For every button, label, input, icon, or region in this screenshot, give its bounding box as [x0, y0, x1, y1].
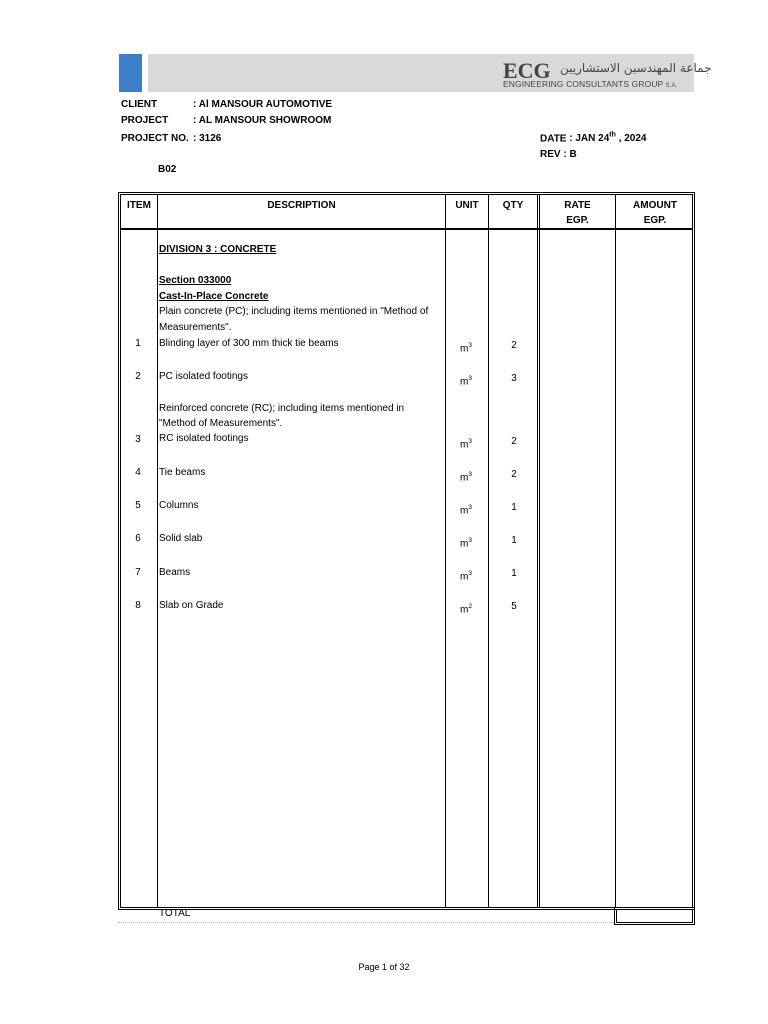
logo-arabic-name: جماعة المهندسين الاستشاريين: [560, 61, 712, 75]
header-accent-block: [119, 54, 142, 92]
total-amount-inner: [616, 909, 693, 923]
col-divider-item: [157, 195, 158, 907]
date-value: [569, 133, 646, 144]
date-row: [540, 132, 690, 146]
row-item-no: 4: [135, 467, 141, 478]
row-unit-base: m: [460, 604, 469, 616]
header-amount: [616, 198, 694, 228]
date-value-year: , 2024: [618, 133, 647, 145]
row-qty: 1: [511, 568, 517, 579]
row-qty: 1: [511, 502, 517, 513]
logo-brand: ECG: [503, 58, 551, 83]
total-amount-cell: [614, 907, 695, 925]
row-unit-sup: 2: [468, 603, 472, 610]
row-unit: [460, 467, 472, 486]
row-unit-base: m: [460, 472, 469, 484]
row-description: Solid slab: [159, 533, 203, 544]
project-no-row: [121, 133, 381, 147]
row-unit-base: m: [460, 571, 469, 583]
project-label: PROJECT: [121, 115, 169, 126]
row-description: Beams: [159, 567, 191, 578]
page-number: Page 1 of 32: [358, 962, 410, 972]
logo-subtitle-text: ENGINEERING CONSULTANTS GROUP: [503, 79, 664, 89]
header-qty: QTY: [502, 200, 524, 211]
row-qty: 2: [511, 469, 517, 480]
section-number: Section 033000: [159, 275, 232, 286]
project-no-value: : 3126: [193, 133, 222, 144]
row-item-no: 7: [135, 567, 141, 578]
row-item-no: 8: [135, 600, 141, 611]
row-item-no: 3: [135, 434, 141, 445]
rev-value: : B: [563, 149, 577, 160]
row-description: Slab on Grade: [159, 600, 224, 611]
row-unit: [460, 434, 472, 453]
pc-intro-line2: Measurements".: [159, 322, 232, 333]
col-divider-rate: [615, 195, 616, 907]
row-unit: [460, 533, 472, 552]
rc-intro-line1: Reinforced concrete (RC); including items mentioned in: [159, 403, 405, 414]
bill-code: B02: [158, 164, 177, 175]
row-unit-base: m: [460, 505, 469, 517]
row-unit: [460, 371, 472, 390]
row-item-no: 6: [135, 533, 141, 544]
date-value-sup: th: [609, 132, 616, 139]
row-qty: 2: [511, 340, 517, 351]
row-unit-base: m: [460, 343, 469, 355]
rev-label: REV: [540, 149, 561, 160]
division-heading: DIVISION 3 : CONCRETE: [159, 244, 277, 255]
row-unit: [460, 500, 472, 519]
row-unit-sup: 3: [468, 438, 472, 445]
row-item-no: 2: [135, 371, 141, 382]
date-value-main: : JAN 24: [569, 133, 610, 145]
rev-row: [540, 149, 690, 163]
row-qty: 3: [511, 373, 517, 384]
row-description: RC isolated footings: [159, 433, 249, 444]
row-qty: 5: [511, 601, 517, 612]
row-unit-sup: 3: [468, 504, 472, 511]
total-row-separator: [118, 922, 614, 924]
row-description: Tie beams: [159, 467, 206, 478]
header-description: DESCRIPTION: [267, 200, 336, 211]
row-unit-base: m: [460, 376, 469, 388]
header-amount-line1: AMOUNT: [633, 200, 677, 211]
header-underline: [121, 228, 692, 230]
row-unit: [460, 599, 472, 618]
row-unit-base: m: [460, 439, 469, 451]
header-amount-line2: EGP.: [643, 215, 667, 226]
row-unit-sup: 3: [468, 537, 472, 544]
row-unit-sup: 3: [468, 570, 472, 577]
total-label: TOTAL: [159, 908, 191, 919]
company-logo: [500, 58, 712, 90]
row-unit-sup: 3: [468, 375, 472, 382]
row-unit: [460, 338, 472, 357]
row-unit-base: m: [460, 538, 469, 550]
row-qty: 1: [511, 535, 517, 546]
project-value: : AL MANSOUR SHOWROOM: [193, 115, 332, 126]
row-qty: 2: [511, 436, 517, 447]
row-unit-sup: 3: [468, 342, 472, 349]
client-value: : Al MANSOUR AUTOMOTIVE: [193, 99, 333, 110]
row-item-no: 1: [135, 338, 141, 349]
header-rate-line2: EGP.: [566, 215, 589, 226]
section-title: Cast-In-Place Concrete: [159, 291, 269, 302]
rc-intro-line2: "Method of Measurements".: [159, 418, 283, 429]
row-description: PC isolated footings: [159, 371, 248, 382]
row-item-no: 5: [135, 500, 141, 511]
project-no-label: PROJECT NO.: [121, 133, 189, 144]
row-unit-sup: 3: [468, 471, 472, 478]
client-row: [121, 99, 381, 113]
pc-intro-line1: Plain concrete (PC); including items mentioned in "Method of: [159, 306, 429, 317]
client-label: CLIENT: [121, 99, 158, 110]
header-item: ITEM: [127, 200, 151, 211]
project-row: [121, 115, 381, 129]
row-description: Blinding layer of 300 mm thick tie beams: [159, 338, 339, 349]
logo-subtitle: [503, 79, 677, 89]
header-rate: [540, 198, 615, 228]
header-rate-line1: RATE: [564, 200, 591, 211]
header-unit: UNIT: [455, 200, 479, 211]
date-label: DATE: [540, 133, 567, 145]
header-accent-gap: [142, 54, 148, 92]
logo-subtitle-suffix: S.A.: [665, 83, 678, 89]
row-unit: [460, 566, 472, 585]
col-divider-unit: [488, 195, 489, 907]
row-description: Columns: [159, 500, 199, 511]
col-divider-description: [445, 195, 446, 907]
col-divider-qty: [537, 195, 540, 907]
